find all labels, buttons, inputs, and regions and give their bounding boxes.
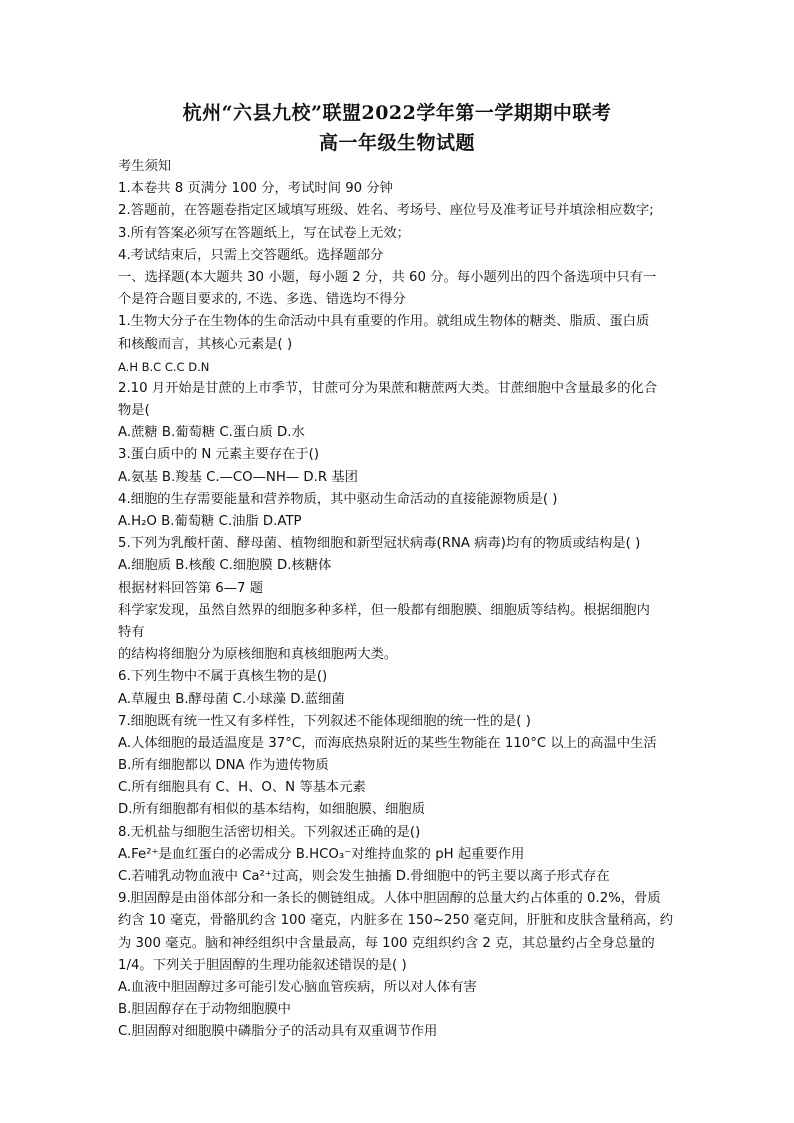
text-line: 为 300 毫克。脑和神经组织中含量最高，每 100 克组织约含 2 克，其总量约占全身总量的 [118, 935, 655, 951]
text-line: A.草履虫 B.酵母菌 C.小球藻 D.蓝细菌 [118, 691, 345, 707]
text-line: 1.本卷共 8 页满分 100 分，考试时间 90 分钟 [118, 181, 393, 197]
text-line: 9.胆固醇是由甾体部分和一条长的侧链组成。人体中胆固醇的总量大约占体重的 0.2%，骨质 [118, 891, 661, 907]
text-line: 1.生物大分子在生物体的生命活动中具有重要的作用。就组成生物体的糖类、脂质、蛋白质 [118, 314, 650, 330]
text-line: 7.细胞既有统一性又有多样性，下列叙述不能体现细胞的统一性的是( ) [118, 713, 531, 729]
text-line: 考生须知 [118, 159, 172, 174]
text-line: A.血液中胆固醇过多可能引发心脑血管疾病，所以对人体有害 [118, 979, 477, 995]
text-line: B.胆固醇存在于动物细胞膜中 [118, 1002, 291, 1018]
text-line: 个是符合题目要求的, 不选、多选、错选均不得分 [118, 292, 406, 308]
text-line: C.所有细胞具有 C、H、O、N 等基本元素 [118, 780, 366, 796]
text-line: 3.所有答案必须写在答题纸上，写在试卷上无效； [118, 225, 410, 241]
text-line: C.胆固醇对细胞膜中磷脂分子的活动具有双重调节作用 [118, 1024, 438, 1040]
text-line: 一、选择题(本大题共 30 小题，每小题 2 分，共 60 分。每小题列出的四个备选项中只有一 [118, 269, 657, 285]
text-line: 8.无机盐与细胞生活密切相关。下列叙述正确的是() [118, 824, 421, 840]
page-title: 杭州“六县九校”联盟2022学年第一学期期中联考 [182, 102, 612, 124]
text-line: 的结构将细胞分为原核细胞和真核细胞两大类。 [118, 647, 398, 663]
text-line: 2.答题前，在答题卷指定区域填写班级、姓名、考场号、座位号及准考证号并填涂相应数字; [118, 203, 654, 219]
text-line: C.若哺乳动物血液中 Ca²⁺过高，则会发生抽搐 D.骨细胞中的钙主要以离子形式存在 [118, 869, 610, 884]
text-line: A.蔗糖 B.葡萄糖 C.蛋白质 D.水 [118, 425, 305, 441]
text-line: 和核酸而言，其核心元素是( ) [118, 336, 293, 352]
text-line: 3.蛋白质中的 N 元素主要存在于() [118, 447, 320, 463]
text-line: B.所有细胞都以 DNA 作为遗传物质 [118, 758, 329, 774]
text-line: 4.考试结束后，只需上交答题纸。选择题部分 [118, 247, 384, 263]
text-line: 特有 [118, 624, 145, 640]
text-line: D.所有细胞都有相似的基本结构，如细胞膜、细胞质 [118, 802, 425, 818]
text-line: 6.下列生物中不属于真核生物的是() [118, 669, 328, 685]
exam-body [118, 156, 688, 1044]
text-line: A.H B.C C.C D.N [118, 359, 210, 374]
text-line: A.氨基 B.羧基 C.—CO—NH— D.R 基团 [118, 469, 358, 485]
page-subtitle: 高一年级生物试题 [318, 132, 475, 154]
text-line: A.H₂O B.葡萄糖 C.油脂 D.ATP [118, 514, 302, 529]
text-line: 约含 10 毫克，骨骼肌约含 100 毫克，内脏多在 150~250 毫克间，肝脏和皮肤含量稍高，约 [118, 913, 674, 929]
text-line: 5.下列为乳酸杆菌、酵母菌、植物细胞和新型冠状病毒(RNA 病毒)均有的物质或结构是( ) [118, 536, 641, 552]
text-line: 4.细胞的生存需要能量和营养物质，其中驱动生命活动的直接能源物质是( ) [118, 491, 558, 507]
text-line: 科学家发现，虽然自然界的细胞多种多样，但一般都有细胞膜、细胞质等结构。根据细胞内 [118, 602, 650, 618]
text-line: 2.10 月开始是甘蔗的上市季节，甘蔗可分为果蔗和糖蔗两大类。甘蔗细胞中含量最多的化合 [118, 380, 658, 396]
text-line: 物是( [118, 403, 150, 419]
text-line: A.人体细胞的最适温度是 37°C，而海底热泉附近的某些生物能在 110°C 以上的高温中生活 [118, 735, 657, 751]
text-line: A.Fe²⁺是血红蛋白的必需成分 B.HCO₃⁻对维持血浆的 pH 起重要作用 [118, 846, 525, 862]
text-line: A.细胞质 B.核酸 C.细胞膜 D.核糖体 [118, 558, 332, 574]
text-line: 根据材料回答第 6—7 题 [118, 580, 264, 596]
text-line: 1/4。下列关于胆固醇的生理功能叙述错误的是( ) [118, 957, 407, 973]
